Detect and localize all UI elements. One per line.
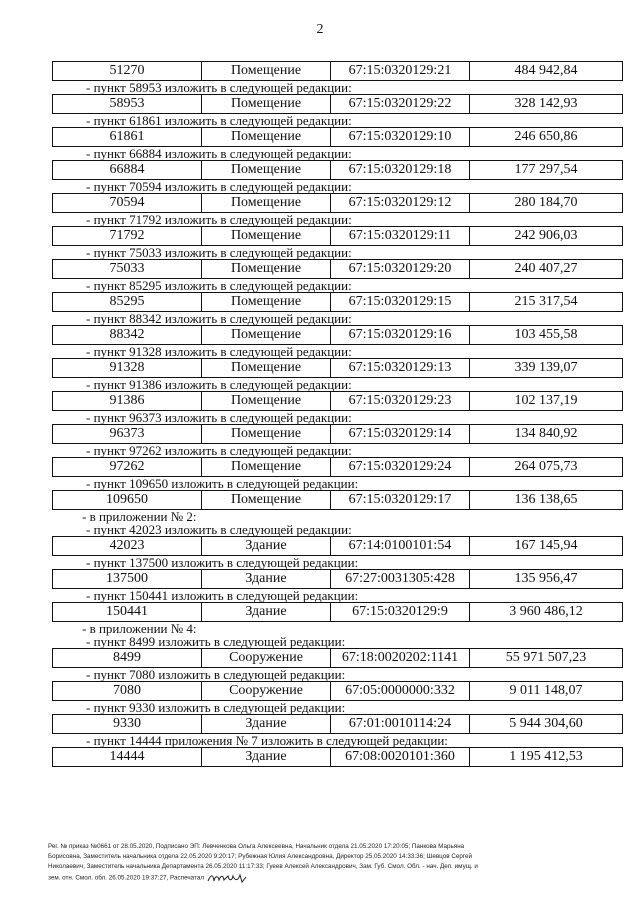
amendment-block (52, 701, 586, 734)
amendment-block (52, 411, 586, 444)
amendment-block (52, 589, 586, 622)
amendment-instruction: - пункт 91386 изложить в следующей редакции: (86, 377, 352, 392)
property-table (52, 490, 623, 510)
cadastral-number-cell: 67:18:0020202:1141 (331, 649, 470, 668)
amendment-block (52, 378, 586, 411)
footer-line-3: Николаевич, Заместитель начальника Департамента 26.05.2020 11:17:33; Гуеев Алексей Александрович, Зам. Губ. Смол. Обл. - нач. Деп. имущ. и (48, 863, 478, 870)
property-table (52, 681, 623, 701)
object-type-cell: Сооружение (202, 682, 331, 701)
cadastral-number-cell: 67:15:0320129:23 (331, 392, 470, 411)
cadastral-value-cell: 103 455,58 (470, 326, 623, 345)
cadastral-value-cell: 3 960 486,12 (470, 603, 623, 622)
amendment-instruction: - пункт 14444 приложения № 7 изложить в следующей редакции: (86, 733, 448, 748)
cadastral-number-cell: 67:15:0320129:10 (331, 128, 470, 147)
amendment-block (52, 114, 586, 147)
object-type-cell: Помещение (202, 128, 331, 147)
amendment-instruction: - пункт 70594 изложить в следующей редакции: (86, 179, 352, 194)
amendment-block (52, 147, 586, 180)
object-type-cell: Помещение (202, 491, 331, 510)
cadastral-value-cell: 242 906,03 (470, 227, 623, 246)
item-number-cell: 91328 (53, 359, 202, 378)
cadastral-number-cell: 67:15:0320129:20 (331, 260, 470, 279)
footer-line-4-text: зем. отн. Смол. обл. 26.05.2020 19:37:27, Распечатал (48, 874, 205, 882)
property-table (52, 747, 623, 767)
cadastral-value-cell: 484 942,84 (470, 62, 623, 81)
item-number-cell: 14444 (53, 748, 202, 767)
amendment-instruction: - пункт 71792 изложить в следующей редакции: (86, 212, 352, 227)
object-type-cell: Помещение (202, 194, 331, 213)
cadastral-number-cell: 67:15:0320129:18 (331, 161, 470, 180)
table-row (53, 649, 623, 668)
handwritten-signature-icon (206, 872, 248, 884)
table-row (53, 95, 623, 114)
cadastral-value-cell: 328 142,93 (470, 95, 623, 114)
cadastral-value-cell: 167 145,94 (470, 537, 623, 556)
amendment-block (52, 477, 586, 510)
object-type-cell: Помещение (202, 326, 331, 345)
amendment-instruction: - пункт 66884 изложить в следующей редакции: (86, 146, 352, 161)
property-table (52, 457, 623, 477)
property-table (52, 61, 623, 81)
amendment-instruction: - пункт 61861 изложить в следующей редакции: (86, 113, 352, 128)
item-number-cell: 66884 (53, 161, 202, 180)
cadastral-number-cell: 67:15:0320129:12 (331, 194, 470, 213)
cadastral-number-cell: 67:15:0320129:22 (331, 95, 470, 114)
amendment-block (52, 556, 586, 589)
amendment-instruction: - пункт 150441 изложить в следующей редакции: (86, 588, 359, 603)
table-row (53, 260, 623, 279)
amendment-block (52, 444, 586, 477)
appendix-heading: - в приложении № 2: (82, 509, 197, 524)
item-number-cell: 75033 (53, 260, 202, 279)
object-type-cell: Помещение (202, 95, 331, 114)
item-number-cell: 9330 (53, 715, 202, 734)
table-row (53, 715, 623, 734)
table-row (53, 128, 623, 147)
property-table (52, 193, 623, 213)
amendment-instruction: - пункт 96373 изложить в следующей редакции: (86, 410, 352, 425)
amendment-block (52, 510, 586, 556)
object-type-cell: Помещение (202, 458, 331, 477)
amendment-instruction: - пункт 7080 изложить в следующей редакции: (86, 667, 346, 682)
amendment-block (52, 180, 586, 213)
property-table (52, 648, 623, 668)
object-type-cell: Здание (202, 570, 331, 589)
amendment-block (52, 312, 586, 345)
amendment-instruction: - пункт 137500 изложить в следующей редакции: (86, 555, 359, 570)
object-type-cell: Помещение (202, 260, 331, 279)
table-row (53, 293, 623, 312)
cadastral-value-cell: 135 956,47 (470, 570, 623, 589)
cadastral-value-cell: 280 184,70 (470, 194, 623, 213)
cadastral-number-cell: 67:05:0000000:332 (331, 682, 470, 701)
cadastral-value-cell: 1 195 412,53 (470, 748, 623, 767)
cadastral-number-cell: 67:15:0320129:9 (331, 603, 470, 622)
object-type-cell: Здание (202, 715, 331, 734)
cadastral-value-cell: 134 840,92 (470, 425, 623, 444)
amendment-block (52, 345, 586, 378)
table-row (53, 326, 623, 345)
amendment-block (52, 81, 586, 114)
item-number-cell: 51270 (53, 62, 202, 81)
cadastral-value-cell: 102 137,19 (470, 392, 623, 411)
item-number-cell: 71792 (53, 227, 202, 246)
footer-line-1: Рег. № приказ №0661 от 28.05.2020, Подписано ЭП: Левченкова Ольга Алексеевна, Начальник отдела 21.05.2020 17:20:05; Панкова Марьяна (48, 843, 465, 850)
item-number-cell: 42023 (53, 537, 202, 556)
table-row (53, 227, 623, 246)
table-row (53, 425, 623, 444)
amendment-instruction: - пункт 9330 изложить в следующей редакции: (86, 700, 346, 715)
cadastral-value-cell: 5 944 304,60 (470, 715, 623, 734)
amendment-block (52, 668, 586, 701)
table-row (53, 392, 623, 411)
amendment-instruction: - пункт 58953 изложить в следующей редакции: (86, 80, 352, 95)
item-number-cell: 70594 (53, 194, 202, 213)
property-table (52, 325, 623, 345)
object-type-cell: Здание (202, 537, 331, 556)
item-number-cell: 7080 (53, 682, 202, 701)
item-number-cell: 61861 (53, 128, 202, 147)
cadastral-value-cell: 215 317,54 (470, 293, 623, 312)
table-row (53, 458, 623, 477)
object-type-cell: Помещение (202, 227, 331, 246)
cadastral-number-cell: 67:15:0320129:17 (331, 491, 470, 510)
page-number: 2 (316, 22, 324, 37)
cadastral-number-cell: 67:01:0010114:24 (331, 715, 470, 734)
cadastral-number-cell: 67:27:0031305:428 (331, 570, 470, 589)
property-table (52, 536, 623, 556)
object-type-cell: Помещение (202, 161, 331, 180)
amendment-block (52, 279, 586, 312)
property-table (52, 226, 623, 246)
amendment-block (52, 213, 586, 246)
table-row (53, 161, 623, 180)
document-body (52, 61, 586, 767)
cadastral-number-cell: 67:15:0320129:14 (331, 425, 470, 444)
property-table (52, 358, 623, 378)
amendment-block (52, 246, 586, 279)
cadastral-number-cell: 67:14:0100101:54 (331, 537, 470, 556)
cadastral-number-cell: 67:15:0320129:15 (331, 293, 470, 312)
table-row (53, 491, 623, 510)
footer-line-4 (48, 872, 596, 884)
item-number-cell: 97262 (53, 458, 202, 477)
amendment-instruction: - пункт 8499 изложить в следующей редакции: (86, 634, 346, 649)
table-row (53, 570, 623, 589)
property-table (52, 569, 623, 589)
footer-line-2: Борисовна, Заместитель начальника отдела 22.05.2020 9:20:17; Рубежная Юлия Александровна, Директор 25.05.2020 14:33:36; Шевцов Сергей (48, 853, 473, 860)
table-row (53, 682, 623, 701)
amendment-instruction: - пункт 85295 изложить в следующей редакции: (86, 278, 352, 293)
cadastral-number-cell: 67:15:0320129:13 (331, 359, 470, 378)
table-row (53, 748, 623, 767)
cadastral-value-cell: 136 138,65 (470, 491, 623, 510)
property-table (52, 160, 623, 180)
property-table (52, 292, 623, 312)
item-number-cell: 8499 (53, 649, 202, 668)
object-type-cell: Здание (202, 748, 331, 767)
item-number-cell: 96373 (53, 425, 202, 444)
property-table (52, 391, 623, 411)
object-type-cell: Помещение (202, 359, 331, 378)
item-number-cell: 109650 (53, 491, 202, 510)
cadastral-value-cell: 339 139,07 (470, 359, 623, 378)
object-type-cell: Помещение (202, 293, 331, 312)
item-number-cell: 58953 (53, 95, 202, 114)
table-row (53, 359, 623, 378)
item-number-cell: 137500 (53, 570, 202, 589)
cadastral-value-cell: 264 075,73 (470, 458, 623, 477)
amendment-block (52, 61, 586, 81)
cadastral-value-cell: 9 011 148,07 (470, 682, 623, 701)
property-table (52, 602, 623, 622)
amendment-instruction: - пункт 88342 изложить в следующей редакции: (86, 311, 352, 326)
property-table (52, 127, 623, 147)
item-number-cell: 85295 (53, 293, 202, 312)
cadastral-number-cell: 67:08:0020101:360 (331, 748, 470, 767)
signature-footer (48, 842, 596, 884)
cadastral-value-cell: 246 650,86 (470, 128, 623, 147)
appendix-heading: - в приложении № 4: (82, 621, 197, 636)
object-type-cell: Помещение (202, 62, 331, 81)
amendment-instruction: - пункт 91328 изложить в следующей редакции: (86, 344, 352, 359)
property-table (52, 714, 623, 734)
property-table (52, 424, 623, 444)
table-row (53, 194, 623, 213)
item-number-cell: 88342 (53, 326, 202, 345)
cadastral-number-cell: 67:15:0320129:11 (331, 227, 470, 246)
table-row (53, 62, 623, 81)
cadastral-number-cell: 67:15:0320129:21 (331, 62, 470, 81)
item-number-cell: 91386 (53, 392, 202, 411)
property-table (52, 94, 623, 114)
cadastral-value-cell: 55 971 507,23 (470, 649, 623, 668)
cadastral-value-cell: 177 297,54 (470, 161, 623, 180)
table-row (53, 537, 623, 556)
amendment-instruction: - пункт 97262 изложить в следующей редакции: (86, 443, 352, 458)
object-type-cell: Здание (202, 603, 331, 622)
amendment-instruction: - пункт 75033 изложить в следующей редакции: (86, 245, 352, 260)
amendment-block (52, 622, 586, 668)
object-type-cell: Сооружение (202, 649, 331, 668)
cadastral-number-cell: 67:15:0320129:16 (331, 326, 470, 345)
cadastral-number-cell: 67:15:0320129:24 (331, 458, 470, 477)
cadastral-value-cell: 240 407,27 (470, 260, 623, 279)
amendment-block (52, 734, 586, 767)
item-number-cell: 150441 (53, 603, 202, 622)
property-table (52, 259, 623, 279)
object-type-cell: Помещение (202, 392, 331, 411)
amendment-instruction: - пункт 109650 изложить в следующей редакции: (86, 476, 359, 491)
object-type-cell: Помещение (202, 425, 331, 444)
table-row (53, 603, 623, 622)
amendment-instruction: - пункт 42023 изложить в следующей редакции: (86, 522, 352, 537)
